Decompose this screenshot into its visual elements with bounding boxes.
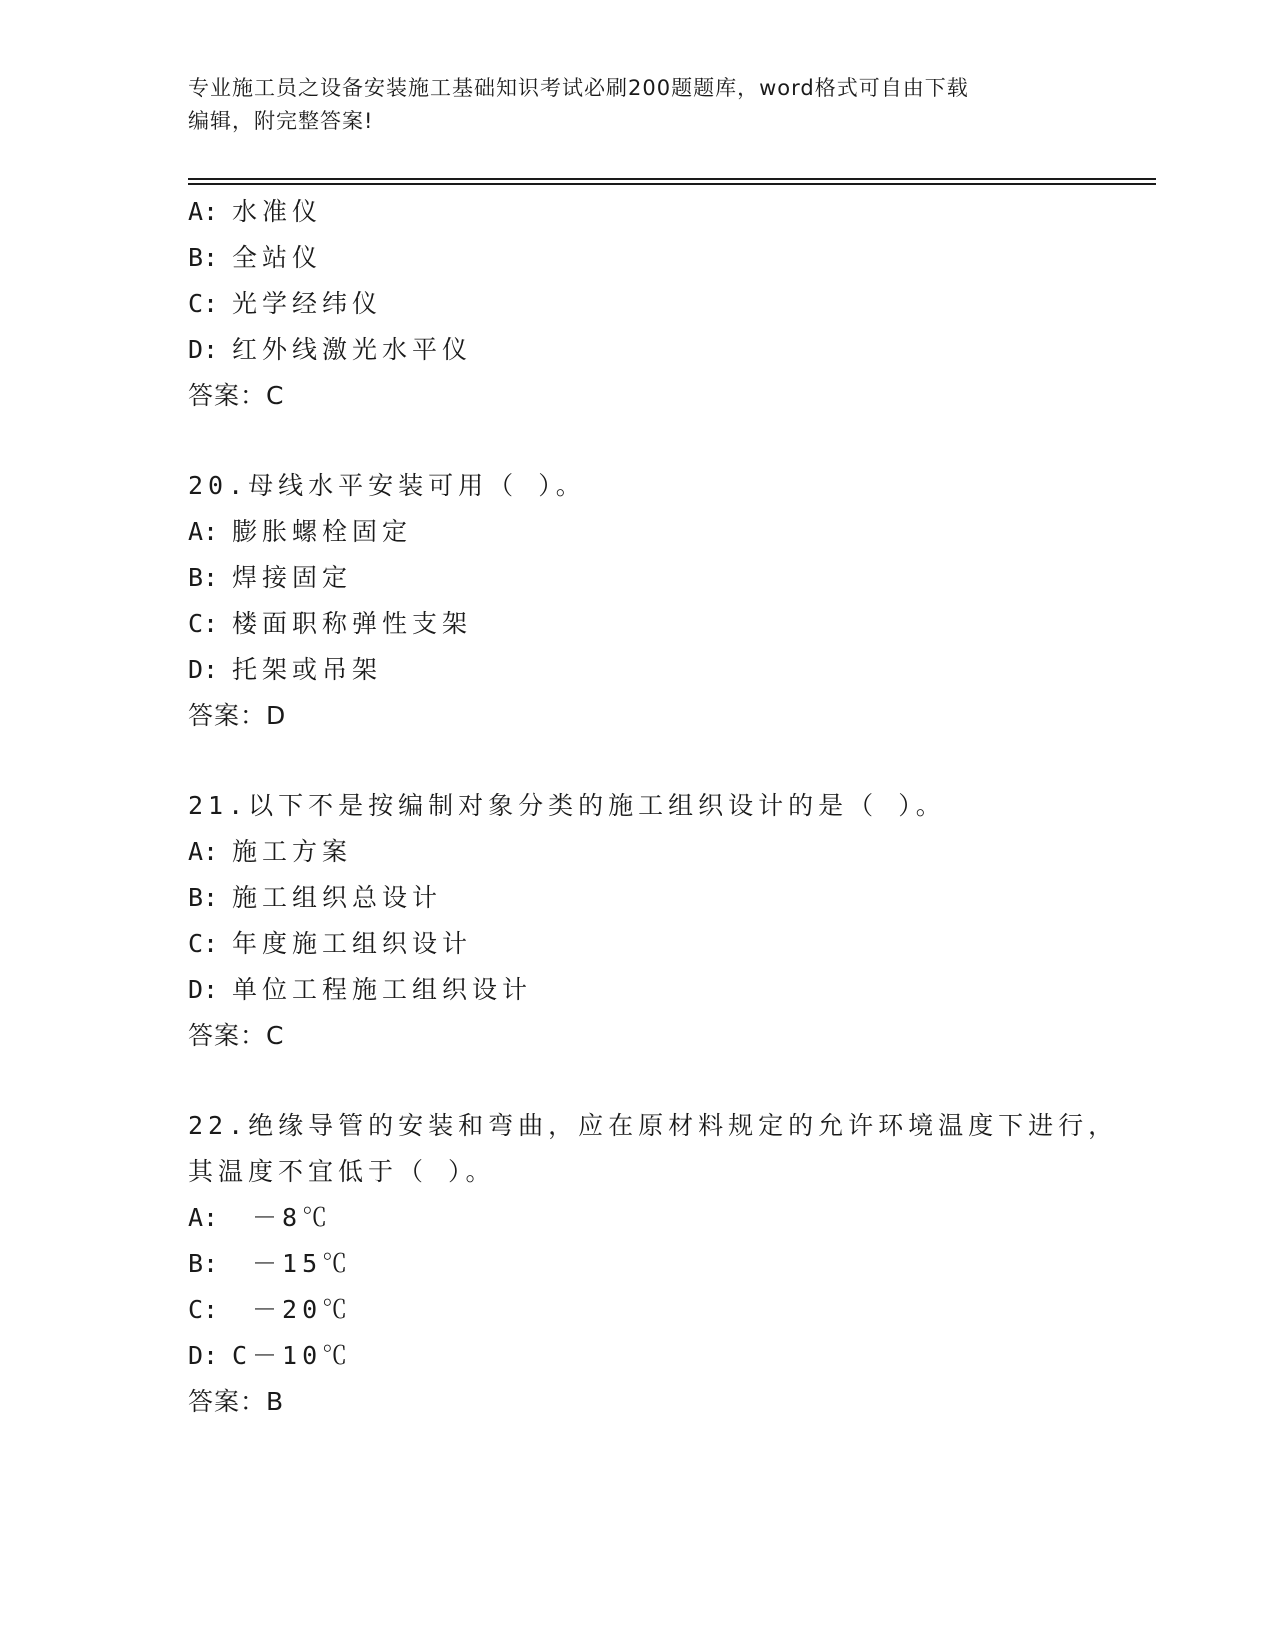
option-text: 托架或吊架 [232, 655, 383, 684]
option-letter: D: [188, 655, 219, 684]
option-text: 单位工程施工组织设计 [232, 975, 533, 1004]
option-letter: D: [188, 975, 219, 1004]
option-text: 全站仪 [232, 243, 323, 272]
option-d [188, 647, 1148, 693]
option-text: 楼面职称弹性支架 [232, 609, 473, 638]
option-letter: A: [188, 517, 219, 546]
option-b [188, 875, 1148, 921]
answer-line: 答案：C [188, 1021, 285, 1050]
option-d [188, 1333, 1148, 1379]
option-letter: A: [188, 197, 219, 226]
option-letter: A: [188, 837, 219, 866]
option-text: －8℃ [232, 1203, 333, 1232]
question-stem: 21.以下不是按编制对象分类的施工组织设计的是（ ）。 [188, 791, 946, 820]
header-title-line-1: 专业施工员之设备安装施工基础知识考试必刷200题题库，word格式可自由下载 [188, 76, 969, 100]
option-text: 膨胀螺栓固定 [232, 517, 413, 546]
question-list [188, 189, 1148, 1425]
option-a [188, 189, 1148, 235]
option-c [188, 601, 1148, 647]
spacer [188, 739, 1148, 783]
option-d [188, 967, 1148, 1013]
option-text: 水准仪 [232, 197, 323, 226]
option-text: 施工组织总设计 [232, 883, 443, 912]
question-20 [188, 463, 1148, 739]
option-letter: C: [188, 1295, 219, 1324]
option-c [188, 921, 1148, 967]
question-19 [188, 189, 1148, 419]
option-text: －20℃ [232, 1295, 353, 1324]
option-text: 年度施工组织设计 [232, 929, 473, 958]
option-c [188, 1287, 1148, 1333]
option-b [188, 235, 1148, 281]
option-text: 焊接固定 [232, 563, 353, 592]
spacer [188, 1059, 1148, 1103]
question-stem: 20.母线水平安装可用（ ）。 [188, 471, 586, 500]
option-letter: C: [188, 289, 219, 318]
option-a [188, 509, 1148, 555]
option-letter: B: [188, 1249, 219, 1278]
answer-line: 答案：D [188, 701, 287, 730]
option-letter: D: [188, 1341, 219, 1370]
answer-line: 答案：C [188, 381, 285, 410]
header-title-line-2: 编辑，附完整答案! [188, 109, 374, 133]
question-21 [188, 783, 1148, 1059]
option-letter: B: [188, 243, 219, 272]
option-letter: C: [188, 929, 219, 958]
option-letter: B: [188, 883, 219, 912]
option-text: 红外线激光水平仪 [232, 335, 473, 364]
option-a [188, 829, 1148, 875]
option-c [188, 281, 1148, 327]
option-d [188, 327, 1148, 373]
option-letter: A: [188, 1203, 219, 1232]
answer-line: 答案：B [188, 1387, 285, 1416]
option-b [188, 555, 1148, 601]
document-header [188, 72, 1088, 138]
option-b [188, 1241, 1148, 1287]
spacer [188, 419, 1148, 463]
header-divider-top [188, 178, 1156, 180]
option-a [188, 1195, 1148, 1241]
question-stem-line-2: 其温度不宜低于（ ）。 [188, 1157, 496, 1186]
option-text: －15℃ [232, 1249, 353, 1278]
option-text: C－10℃ [232, 1341, 353, 1370]
option-text: 施工方案 [232, 837, 353, 866]
question-22 [188, 1103, 1148, 1425]
header-divider-bottom [188, 183, 1156, 185]
option-letter: C: [188, 609, 219, 638]
option-text: 光学经纬仪 [232, 289, 383, 318]
question-stem-line-1: 22.绝缘导管的安装和弯曲，应在原材料规定的允许环境温度下进行， [188, 1111, 1119, 1140]
option-letter: B: [188, 563, 219, 592]
option-letter: D: [188, 335, 219, 364]
